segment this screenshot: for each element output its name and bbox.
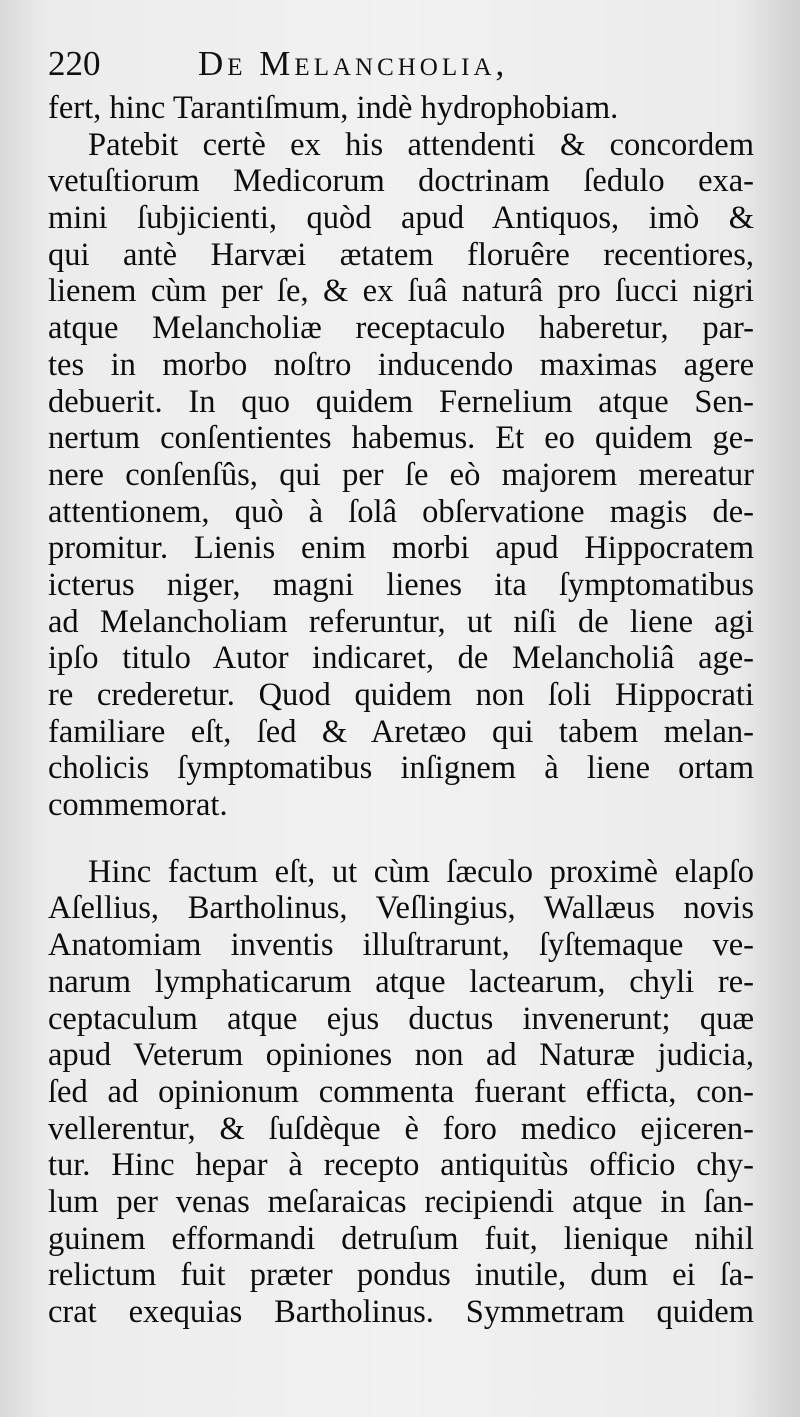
page-number: 220 — [48, 44, 101, 83]
text-line: crat exequias Bartholinus. Symmetram quidem — [48, 1294, 754, 1330]
text-line: narum lymphaticarum atque lactearum, chyli re- — [48, 963, 754, 1000]
text-line: ceptaculum atque ejus ductus invenerunt; quæ — [48, 1000, 754, 1037]
text-line: relictum fuit præter pondus inutile, dum ei ſa- — [48, 1257, 754, 1294]
text-line: ſed ad opinionum commenta fuerant efficta, con- — [48, 1073, 754, 1110]
text-line: atque Melancholiæ receptaculo haberetur, par- — [48, 310, 754, 347]
text-line: ipſo titulo Autor indicaret, de Melancholiâ age- — [48, 640, 754, 677]
text-line: icterus niger, magni lienes ita ſymptomatibus — [48, 566, 754, 603]
text-line: fert, hinc Tarantiſmum, indè hydrophobiam. — [48, 90, 619, 126]
text-line: apud Veterum opiniones non ad Naturæ judicia, — [48, 1037, 754, 1074]
text-line: nere conſenſûs, qui per ſe eò majorem mereatur — [48, 456, 754, 493]
text-line: re crederetur. Quod quidem non ſoli Hippocrati — [48, 677, 754, 713]
text-line: guinem efformandi detruſum fuit, lienique nihil — [48, 1220, 754, 1257]
text-line: attentionem, quò à ſolâ obſervatione magis de- — [48, 493, 754, 530]
text-line: mini ſubjicienti, quòd apud Antiquos, imò & — [48, 200, 754, 237]
text-line: cholicis ſymptomatibus inſignem à liene ortam — [48, 750, 754, 787]
text-line: lum per venas meſaraicas recipiendi atque in ſan- — [48, 1183, 754, 1220]
text-line: nertum conſentientes habemus. Et eo quidem ge- — [48, 420, 754, 457]
text-line: tur. Hinc hepar à recepto antiquitùs officio chy- — [48, 1147, 754, 1184]
text-line: promitur. Lienis enim morbi apud Hippocratem — [48, 530, 754, 567]
text-line: Patebit certè ex his attendenti & concordem — [88, 126, 754, 163]
body-text — [48, 90, 754, 1331]
running-title: De Melancholia, — [198, 44, 509, 83]
text-line: ad Melancholiam referuntur, ut niſi de liene agi — [48, 603, 754, 640]
page-header — [48, 42, 760, 86]
text-line: vellerentur, & ſuſdèque è foro medico ejiceren- — [48, 1110, 754, 1147]
text-line: debuerit. In quo quidem Fernelium atque Sen- — [48, 383, 754, 420]
text-line: qui antè Harvæi ætatem floruêre recentiores, — [48, 236, 754, 273]
text-line: Anatomiam inventis illuſtrarunt, ſyſtemaque ve- — [48, 927, 754, 964]
text-line: lienem cùm per ſe, & ex ſuâ naturâ pro ſucci nigri — [48, 273, 754, 310]
paragraph-gap — [48, 824, 754, 854]
text-line: Aſellius, Bartholinus, Veſlingius, Wallæus novis — [48, 890, 754, 927]
text-line: familiare eſt, ſed & Aretæo qui tabem melan- — [48, 713, 754, 750]
text-line: Hinc factum eſt, ut cùm ſæculo proximè elapſo — [88, 853, 754, 890]
text-line: vetuſtiorum Medicorum doctrinam ſedulo exa- — [48, 163, 754, 200]
text-line: tes in morbo noſtro inducendo maximas agere — [48, 346, 754, 383]
text-line: commemorat. — [48, 787, 228, 824]
